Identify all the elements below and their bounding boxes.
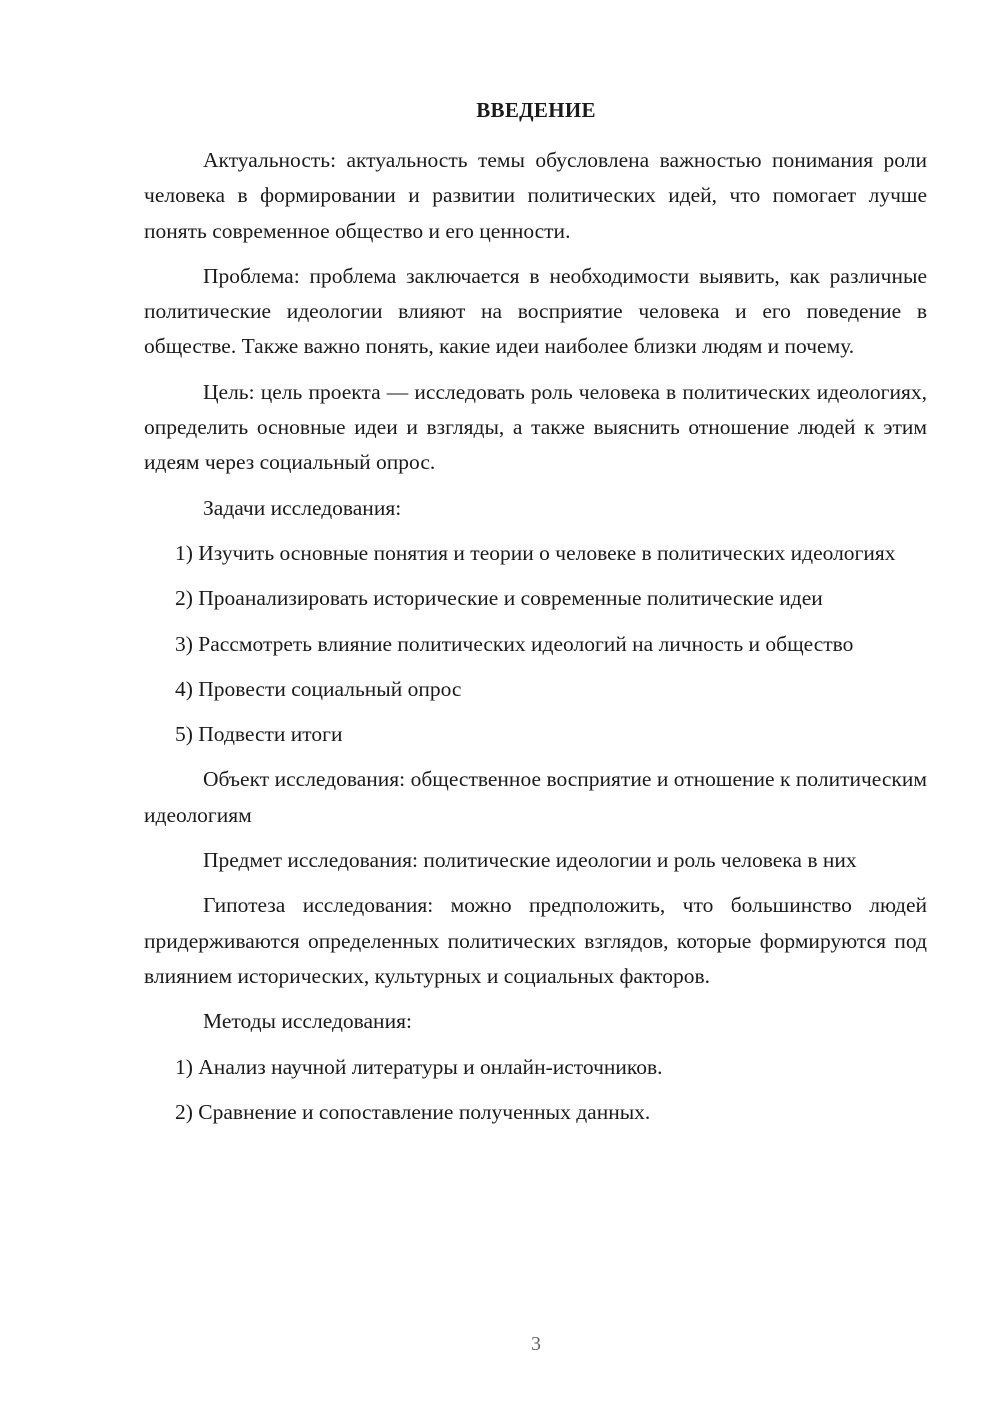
paragraph-hypothesis: Гипотеза исследования: можно предположить, что большинство людей придерживаются определенных политических взглядов, которые формируются под влиянием исторических, культурных и социальных факторов. bbox=[144, 893, 927, 988]
paragraph-problem: Проблема: проблема заключается в необходимости выявить, как различные политические идеологии влияют на восприятие человека и его поведение в обществе. Также важно понять, какие идеи наиболее близки людям и почему. bbox=[144, 263, 927, 359]
page-number: 3 bbox=[531, 1333, 541, 1355]
task-item-1: 1) Изучить основные понятия и теории о человеке в политических идеологиях bbox=[175, 540, 896, 565]
paragraph-subject: Предмет исследования: политические идеологии и роль человека в них bbox=[203, 848, 857, 873]
methods-heading: Методы исследования: bbox=[203, 1009, 412, 1034]
method-item-2: 2) Сравнение и сопоставление полученных данных. bbox=[175, 1099, 651, 1124]
tasks-heading: Задачи исследования: bbox=[203, 495, 402, 520]
task-item-4: 4) Провести социальный опрос bbox=[175, 676, 462, 701]
paragraph-object: Объект исследования: общественное восприятие и отношение к политическим идеологиям bbox=[144, 767, 927, 827]
method-item-1: 1) Анализ научной литературы и онлайн-источников. bbox=[175, 1054, 663, 1079]
page-title: ВВЕДЕНИЕ bbox=[476, 98, 596, 122]
task-item-2: 2) Проанализировать исторические и современные политические идеи bbox=[175, 586, 823, 611]
task-item-3: 3) Рассмотреть влияние политических идеологий на личность и общество bbox=[175, 631, 854, 656]
task-item-5: 5) Подвести итоги bbox=[175, 722, 343, 747]
paragraph-relevance: Актуальность: актуальность темы обусловлена важностью понимания роли человека в формировании и развитии политических идей, что помогает лучше понять современное общество и его ценности. bbox=[144, 148, 927, 243]
paragraph-goal: Цель: цель проекта — исследовать роль человека в политических идеологиях, определить основные идеи и взгляды, а также выяснить отношение людей к этим идеям через социальный опрос. bbox=[144, 379, 927, 475]
page-body bbox=[144, 143, 927, 1140]
